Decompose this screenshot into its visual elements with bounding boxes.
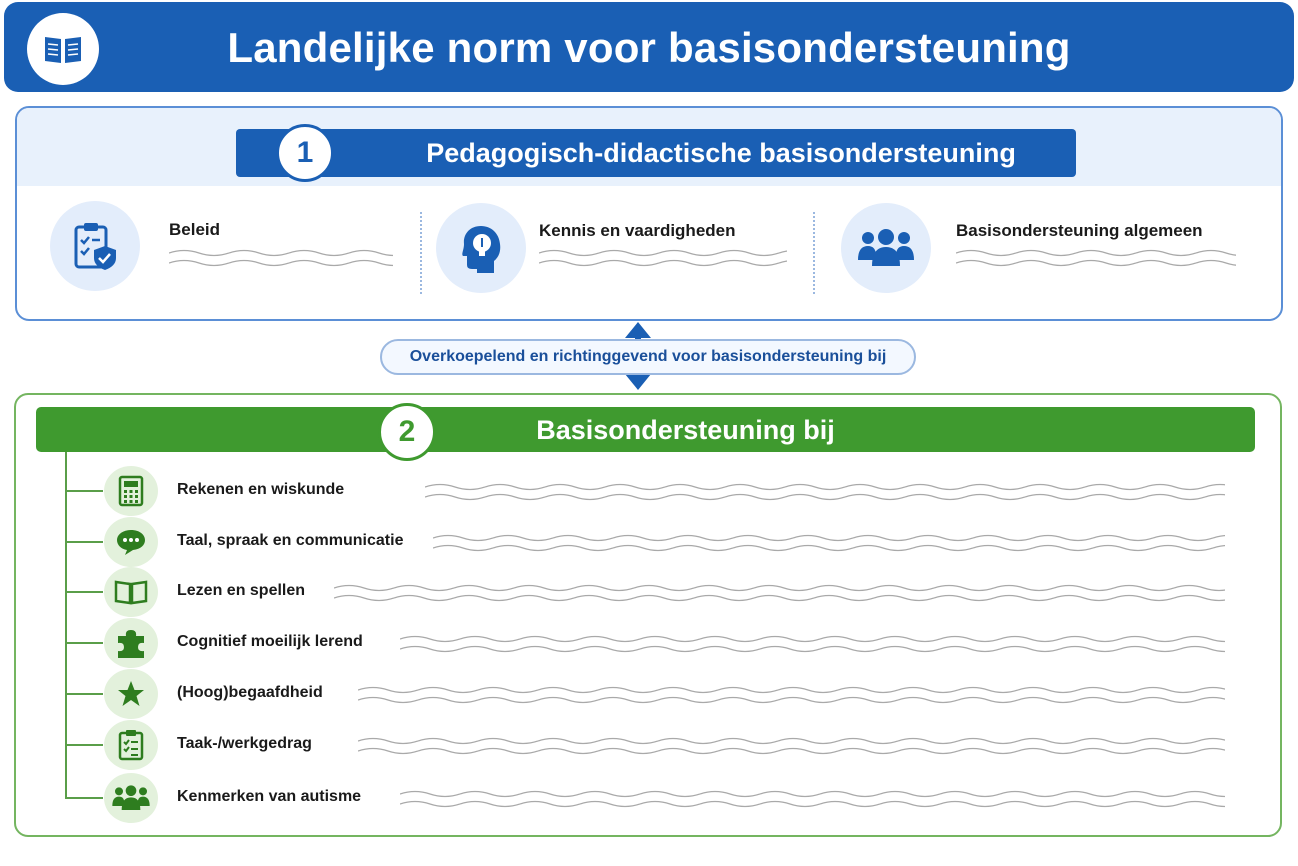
lightbulb-head-icon: [436, 203, 526, 293]
list-item: [0, 567, 1298, 617]
placeholder-text-lines: [358, 685, 1225, 705]
tree-branch-line: [65, 591, 103, 593]
checklist-icon: [104, 720, 158, 770]
page-title: Landelijke norm voor basisondersteuning: [227, 24, 1071, 71]
placeholder-text-lines: [358, 736, 1225, 756]
section1-panel: [15, 106, 1283, 321]
list-item-label: Cognitief moeilijk lerend: [177, 633, 363, 650]
section1-column-label: Kennis en vaardigheden: [539, 221, 736, 240]
column-divider: [420, 212, 422, 294]
column-divider: [813, 212, 815, 294]
star-icon: [104, 669, 158, 719]
placeholder-text-lines: [425, 482, 1225, 502]
list-item: [0, 720, 1298, 770]
section1-title: Pedagogisch-didactische basisondersteuning: [426, 138, 1016, 168]
tree-branch-line: [65, 541, 103, 543]
placeholder-text-lines: [400, 634, 1225, 654]
header-bar: [4, 2, 1294, 92]
list-item: [0, 466, 1298, 516]
placeholder-text-lines: [334, 583, 1225, 603]
section1-column-label: Beleid: [169, 220, 221, 239]
calculator-icon: [104, 466, 158, 516]
list-item-label: (Hoog)begaafdheid: [177, 684, 323, 701]
section2-number-badge: 2: [378, 403, 436, 461]
connector-label: Overkoepelend en richtinggevend voor basisondersteuning bij: [380, 339, 916, 375]
section1-number-badge: 1: [276, 124, 334, 182]
puzzle-piece-icon: [104, 618, 158, 668]
open-book-icon: [104, 567, 158, 617]
people-group-icon: [841, 203, 931, 293]
list-item: [0, 517, 1298, 567]
list-item-label: Kenmerken van autisme: [177, 788, 362, 805]
tree-branch-line: [65, 490, 103, 492]
placeholder-text-lines: [169, 248, 393, 268]
tree-branch-line: [65, 797, 103, 799]
placeholder-text-lines: [433, 533, 1225, 553]
arrow-down-icon: [625, 374, 651, 390]
section2-header-bar: [36, 407, 1255, 452]
speech-bubble-icon: [104, 517, 158, 567]
section1-column-label: Basisondersteuning algemeen: [956, 221, 1203, 240]
placeholder-text-lines: [956, 248, 1236, 268]
list-item: [0, 669, 1298, 719]
list-item: [0, 618, 1298, 668]
clipboard-shield-icon: [50, 201, 140, 291]
placeholder-text-lines: [539, 248, 787, 268]
tree-branch-line: [65, 642, 103, 644]
placeholder-text-lines: [400, 789, 1225, 809]
tree-branch-line: [65, 693, 103, 695]
section1-header-bar: [236, 129, 1076, 177]
section2-title: Basisondersteuning bij: [536, 415, 835, 445]
arrow-up-icon: [625, 322, 651, 338]
tree-branch-line: [65, 744, 103, 746]
list-item-label: Taak-/werkgedrag: [177, 735, 312, 752]
list-item: [0, 773, 1298, 823]
list-item-label: Rekenen en wiskunde: [177, 481, 345, 498]
people-group-icon: [104, 773, 158, 823]
list-item-label: Taal, spraak en communicatie: [177, 532, 404, 549]
list-item-label: Lezen en spellen: [177, 582, 306, 599]
